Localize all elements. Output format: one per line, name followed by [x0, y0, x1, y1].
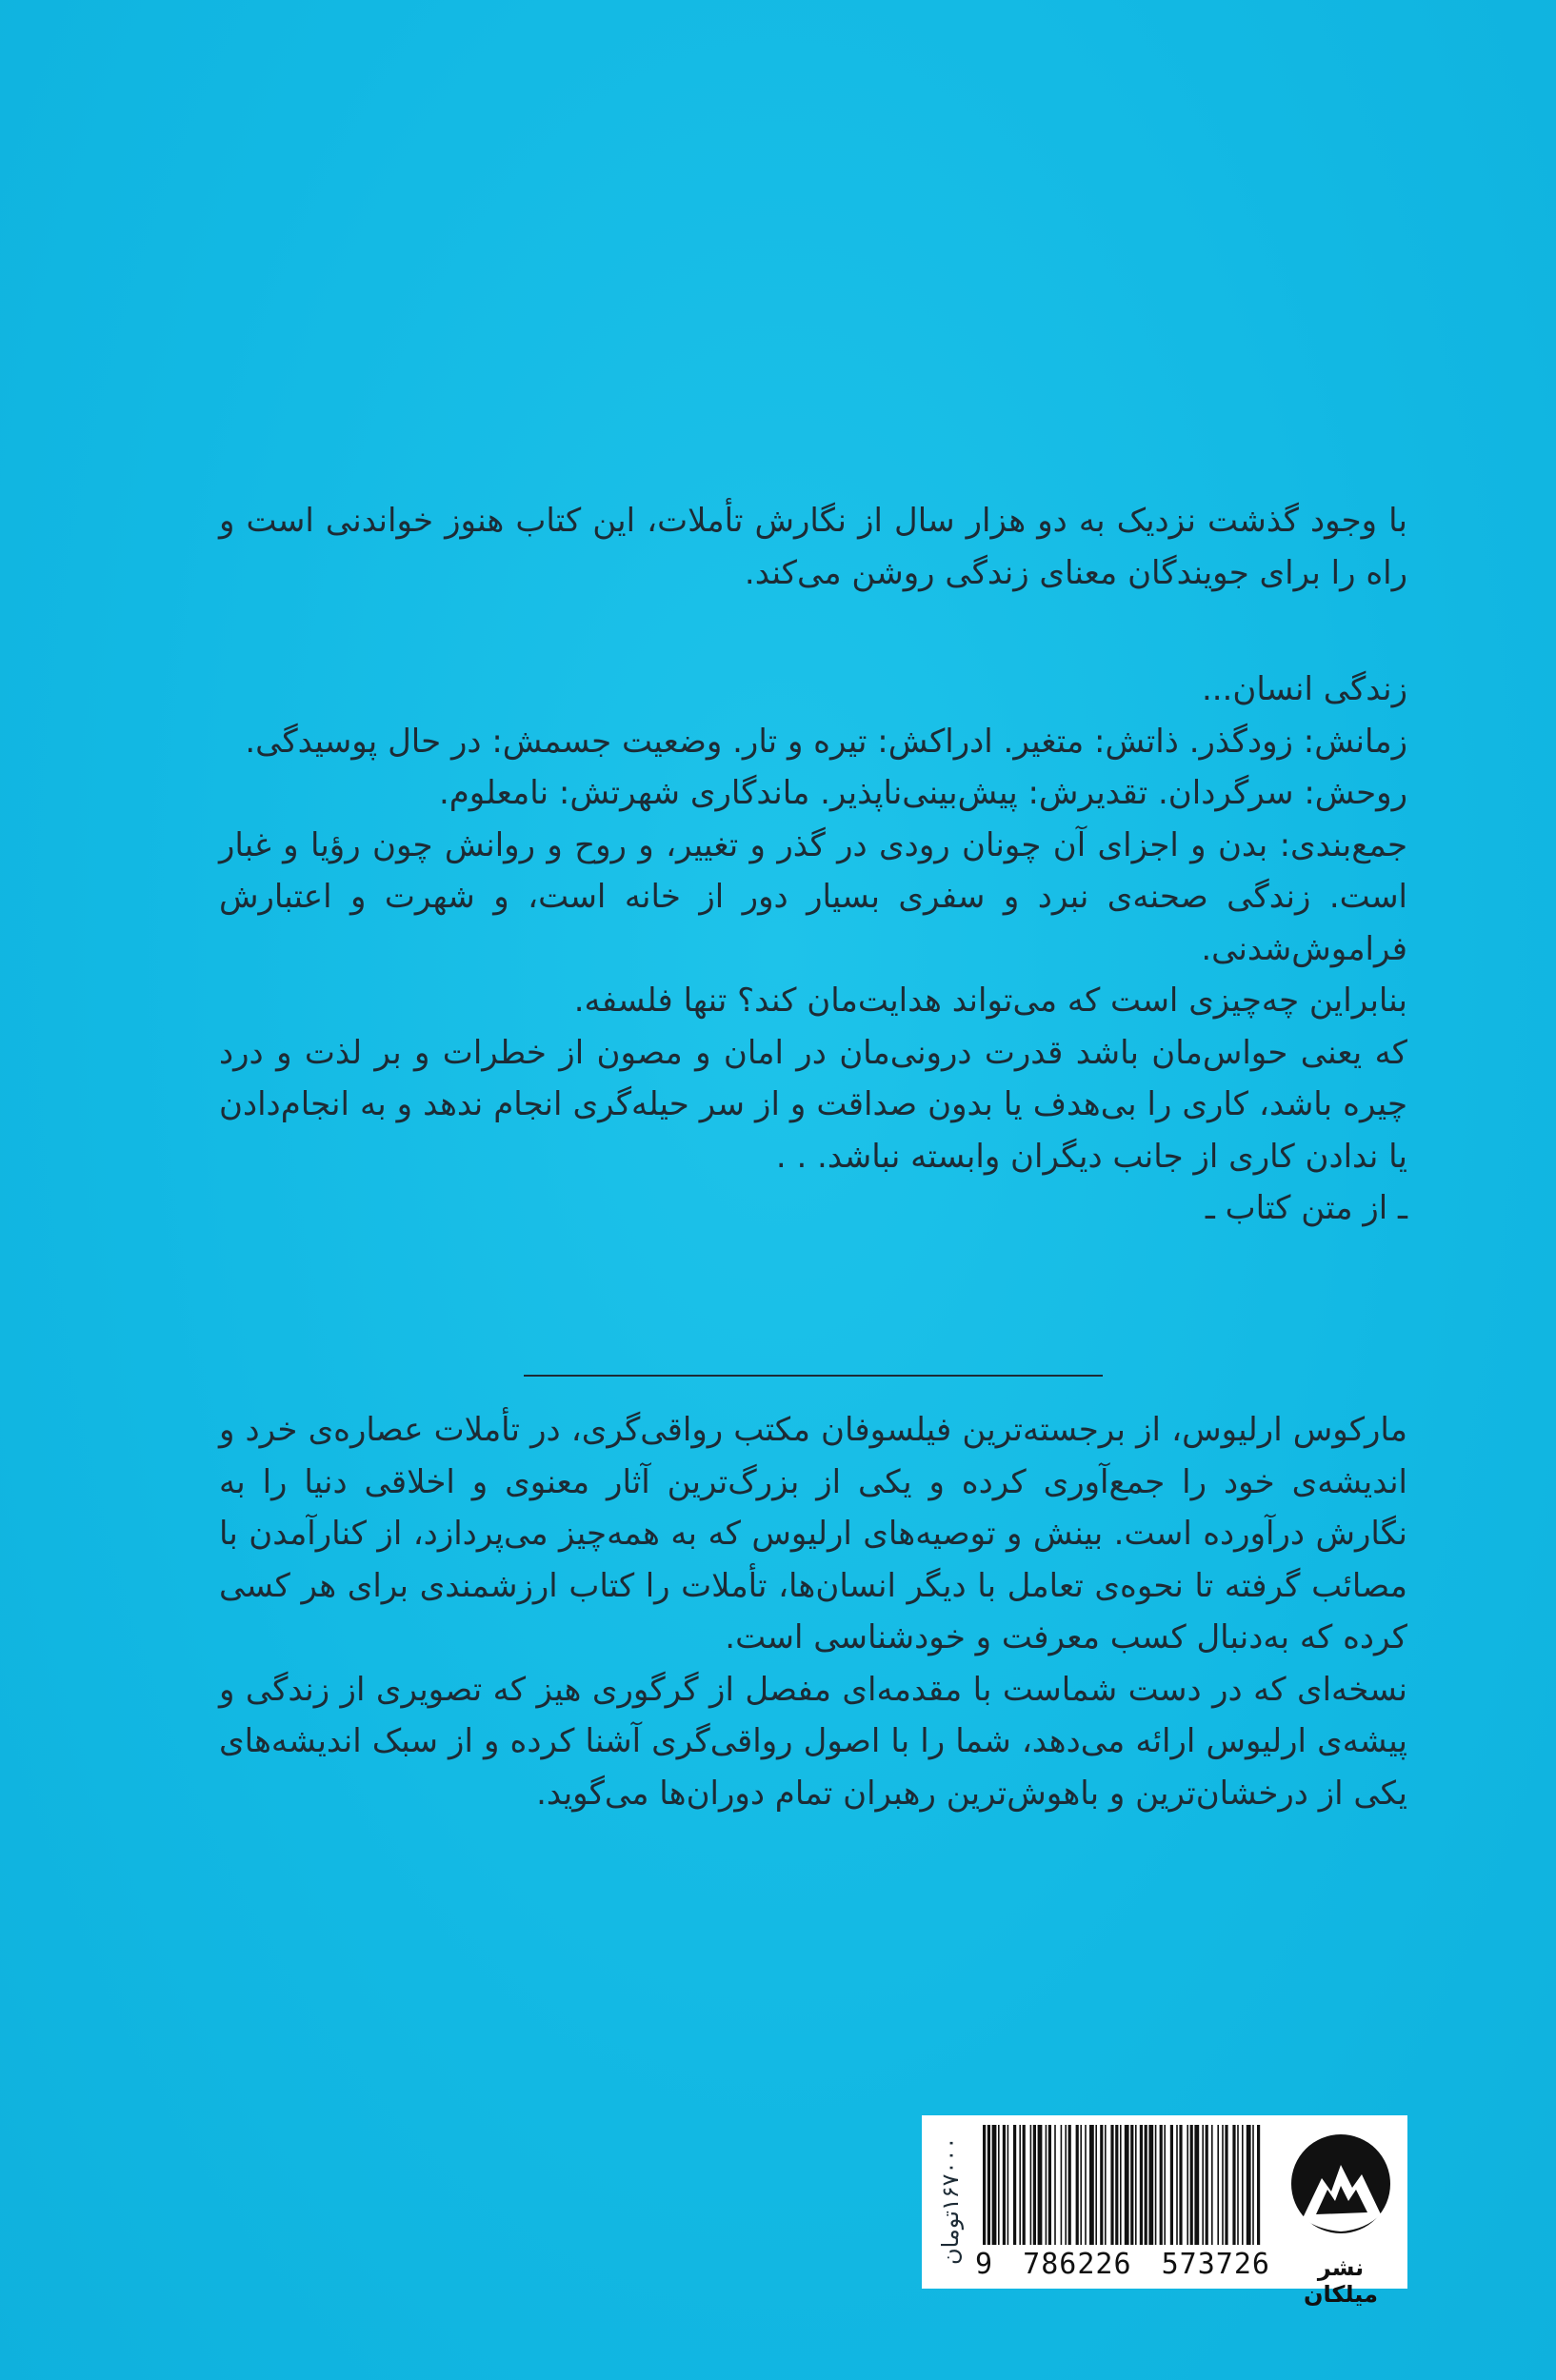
excerpt-line: زندگی انسان...	[1201, 670, 1407, 708]
barcode-bar	[1179, 2125, 1182, 2245]
barcode-bar	[1068, 2125, 1071, 2245]
barcode-bar	[1013, 2125, 1016, 2245]
description-paragraph: مارکوس ارلیوس، از برجسته‌ترین فیلسوفان مکتب رواقی‌گری، در تأملات عصاره‌ی خرد و اندیشه‌ی خود را جمع‌آوری کرده و یکی از بزرگ‌ترین آثار معنوی و اخلاقی دنیا را به نگارش درآورده است. بینش و توصیه‌های ارلیوس که به همه‌چیز می‌پردازد، از کنارآمدن با مصائب گرفته تا نحوه‌ی تعامل با دیگر انسان‌ها، تأملات را کتاب ارزشمندی برای هر کسی کرده که به‌دنبال کسب معرفت و خودشناسی است.	[219, 1411, 1407, 1656]
excerpt-line: که یعنی حواس‌مان باشد قدرت درونی‌مان در امان و مصون از خطرات و بر لذت و درد چیره باشد، کاری را بی‌هدف یا بدون صداقت و از سر حیله‌گری انجام ندهد و به انجام‌دادن یا ندادن کاری از جانب دیگران وابسته نباشد. . .	[219, 1033, 1407, 1176]
barcode-bar	[1003, 2125, 1006, 2245]
barcode-bar	[983, 2125, 986, 2245]
section-divider	[524, 1375, 1103, 1377]
excerpt-line: زمانش: زودگذر. ذاتش: متغیر. ادراکش: تیره و تار. وضعیت جسمش: در حال پوسیدگی.	[245, 722, 1407, 761]
barcode-bar	[1257, 2125, 1260, 2245]
barcode-bar	[1194, 2125, 1199, 2245]
intro-paragraph	[219, 495, 1407, 599]
price-text: ۱۶۷۰۰۰تومان	[937, 2136, 964, 2266]
barcode-bar	[1222, 2125, 1224, 2245]
mountains-logo-icon	[1289, 2119, 1392, 2249]
barcode-bar	[1190, 2125, 1193, 2245]
barcode-bar	[998, 2125, 1000, 2245]
barcode-bar	[1125, 2125, 1129, 2245]
barcode-bar	[1120, 2125, 1122, 2245]
barcode-bar	[1130, 2125, 1133, 2245]
barcode-bar	[1145, 2125, 1147, 2245]
barcode-bar	[992, 2125, 997, 2245]
barcode-bar	[1007, 2125, 1009, 2245]
barcode-bar	[1110, 2125, 1113, 2245]
excerpt-line: بنابراین چه‌چیزی است که می‌تواند هدایت‌مان کند؟ تنها فلسفه.	[573, 982, 1407, 1020]
barcode-bar	[1237, 2125, 1239, 2245]
isbn-prefix: 9	[975, 2247, 994, 2281]
barcode-bar	[1089, 2125, 1094, 2245]
excerpt-line: روحش: سرگردان. تقدیرش: پیش‌بینی‌ناپذیر. ماندگاری شهرتش: نامعلوم.	[438, 774, 1407, 812]
barcode-bar	[1105, 2125, 1107, 2245]
barcode-bar	[1202, 2125, 1204, 2245]
barcode-bar	[1135, 2125, 1137, 2245]
barcode-bar	[1115, 2125, 1118, 2245]
isbn-group-1: 786226	[1023, 2247, 1132, 2281]
barcode-bar	[1217, 2125, 1219, 2245]
barcode-bar	[1164, 2125, 1166, 2245]
barcode-icon	[981, 2125, 1265, 2245]
barcode-bar	[1176, 2125, 1178, 2245]
book-description	[219, 1404, 1407, 1819]
barcode-bar	[1232, 2125, 1235, 2245]
barcode-bar	[1211, 2125, 1213, 2245]
barcode-bar	[1187, 2125, 1188, 2245]
barcode-bar	[1019, 2125, 1021, 2245]
barcode-bar	[1247, 2125, 1251, 2245]
barcode-bar	[1242, 2125, 1244, 2245]
barcode-bar	[1225, 2125, 1227, 2245]
barcode-bar	[1038, 2125, 1043, 2245]
publisher-name: نشر میلکان	[1304, 2254, 1378, 2308]
barcode-bar	[1054, 2125, 1056, 2245]
barcode-bar	[1048, 2125, 1051, 2245]
isbn-number	[975, 2247, 1270, 2281]
barcode-bar	[1095, 2125, 1097, 2245]
barcode-bar	[1085, 2125, 1087, 2245]
description-paragraph: نسخه‌ای که در دست شماست با مقدمه‌ای مفصل از گرگوری هیز که تصویری از زندگی و پیشه‌ی ارلیوس ارائه می‌دهد، شما را با اصول رواقی‌گری آشنا کرده و از سبک اندیشه‌های یکی از درخشان‌ترین و باهوش‌ترین رهبران تمام دوران‌ها می‌گوید.	[219, 1670, 1407, 1813]
barcode-bar	[1252, 2125, 1254, 2245]
barcode-bar	[1206, 2125, 1208, 2245]
barcode-bar	[1160, 2125, 1163, 2245]
barcode-bar	[1155, 2125, 1157, 2245]
barcode-label	[922, 2115, 1407, 2308]
barcode-bar	[1140, 2125, 1143, 2245]
excerpt-attribution: ـ از متن کتاب ـ	[1205, 1189, 1407, 1227]
barcode-bar	[1170, 2125, 1173, 2245]
barcode-bar	[1030, 2125, 1032, 2245]
barcode-bar	[1065, 2125, 1067, 2245]
barcode-bar	[1148, 2125, 1153, 2245]
excerpt-line: جمع‌بندی: بدن و اجزای آن چونان رودی در گذر و تغییر، و روح و روانش چون رؤیا و غبار است. زندگی صحنه‌ی نبرد و سفری بسیار دور از خانه است، و شهرت و اعتبارش فراموش‌شدنی.	[219, 825, 1407, 968]
barcode-bar	[1023, 2125, 1026, 2245]
isbn-group-2: 573726	[1161, 2247, 1270, 2281]
publisher-logo	[1282, 2119, 1400, 2308]
barcode-bar	[1080, 2125, 1082, 2245]
barcode-bar	[1046, 2125, 1047, 2245]
barcode-bar	[1033, 2125, 1036, 2245]
barcode-bar	[1061, 2125, 1063, 2245]
barcode-bar	[1100, 2125, 1103, 2245]
intro-text: با وجود گذشت نزدیک به دو هزار سال از نگارش تأملات، این کتاب هنوز خواندنی است و راه را برای جویندگان معنای زندگی روشن می‌کند.	[219, 502, 1407, 592]
barcode-bar	[1076, 2125, 1079, 2245]
barcode-bar	[987, 2125, 990, 2245]
book-excerpt	[219, 664, 1407, 1235]
